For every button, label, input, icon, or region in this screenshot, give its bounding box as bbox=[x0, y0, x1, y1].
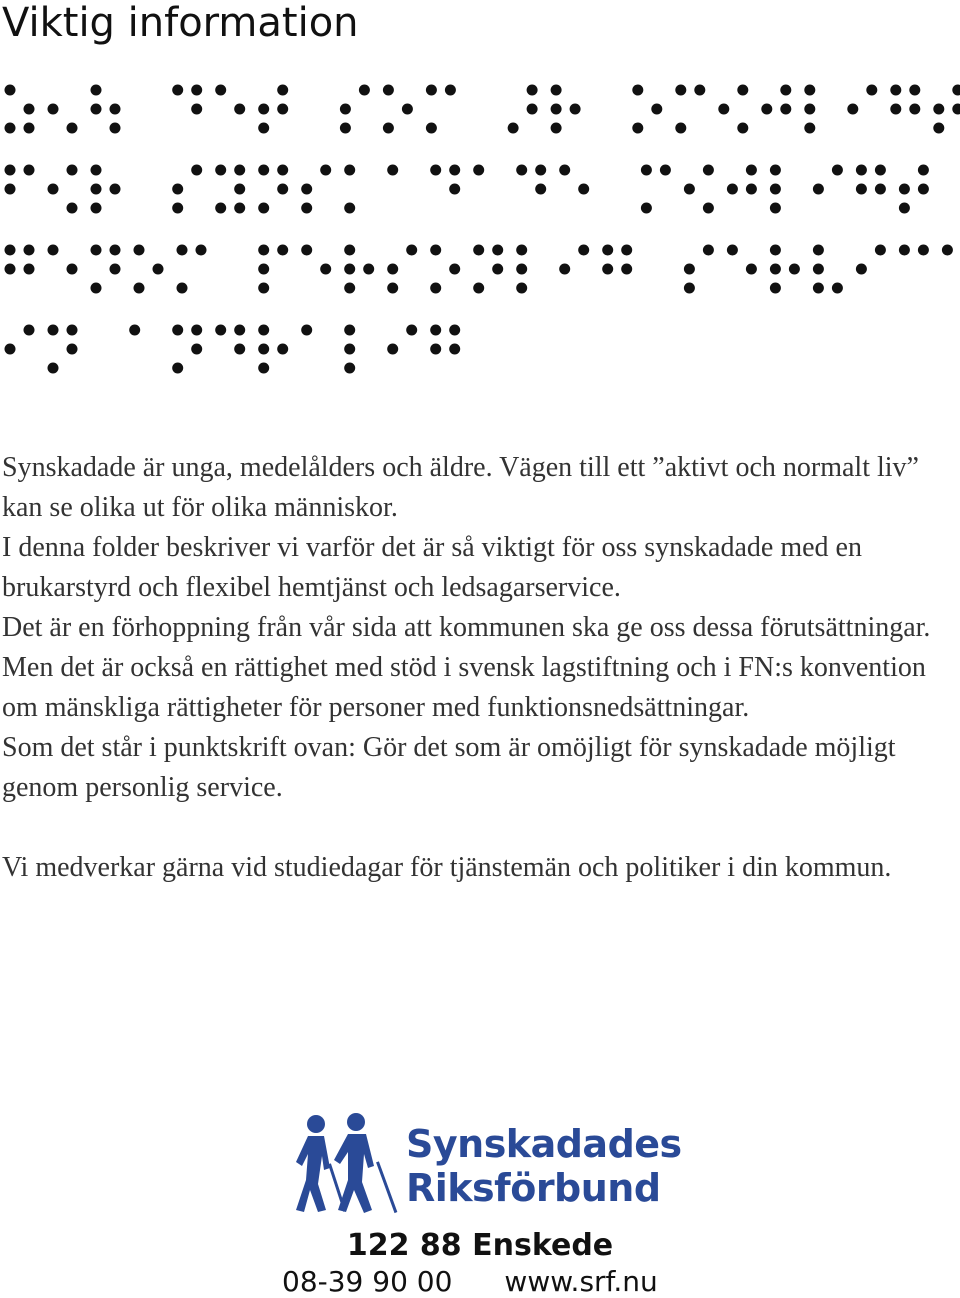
braille-dot bbox=[449, 184, 460, 195]
braille-dot bbox=[5, 165, 16, 176]
braille-dot bbox=[5, 85, 16, 96]
braille-dot bbox=[172, 184, 183, 195]
braille-dot bbox=[215, 203, 226, 214]
braille-dot bbox=[387, 283, 398, 294]
braille-dot bbox=[684, 184, 695, 195]
braille-dot bbox=[832, 165, 843, 176]
braille-dot bbox=[918, 245, 929, 256]
paragraph-braille-quote: Som det står i punktskrift ovan: Gör det som är omöjligt för synskadade möjligt genom personlig service. bbox=[2, 732, 896, 803]
braille-dot bbox=[449, 325, 460, 336]
braille-dot bbox=[770, 165, 781, 176]
braille-dot bbox=[402, 104, 413, 115]
braille-dot bbox=[134, 283, 145, 294]
braille-dot bbox=[301, 245, 312, 256]
braille-dot bbox=[215, 325, 226, 336]
braille-dot bbox=[258, 264, 269, 275]
braille-dot bbox=[535, 165, 546, 176]
braille-dot bbox=[675, 123, 686, 134]
braille-dot bbox=[387, 264, 398, 275]
braille-dot bbox=[703, 203, 714, 214]
braille-dot bbox=[430, 245, 441, 256]
braille-dot bbox=[110, 123, 121, 134]
braille-dot bbox=[320, 165, 331, 176]
braille-dot bbox=[866, 85, 877, 96]
braille-dot bbox=[890, 104, 901, 115]
braille-dot bbox=[5, 245, 16, 256]
braille-dot bbox=[344, 344, 355, 355]
braille-dot bbox=[110, 104, 121, 115]
braille-dot bbox=[363, 264, 374, 275]
braille-dot bbox=[258, 203, 269, 214]
braille-dot bbox=[344, 245, 355, 256]
braille-dot bbox=[134, 245, 145, 256]
braille-dot bbox=[24, 123, 35, 134]
braille-dot bbox=[770, 203, 781, 214]
braille-dot bbox=[492, 264, 503, 275]
braille-dot bbox=[527, 85, 538, 96]
braille-dot bbox=[780, 85, 791, 96]
braille-dot bbox=[383, 123, 394, 134]
braille-dot bbox=[641, 203, 652, 214]
logo-wordmark bbox=[406, 1122, 682, 1210]
phone-number: 08-39 90 00 bbox=[282, 1265, 453, 1298]
braille-dot bbox=[196, 245, 207, 256]
braille-dot bbox=[48, 245, 59, 256]
braille-dot bbox=[899, 203, 910, 214]
braille-dot bbox=[344, 325, 355, 336]
braille-dot bbox=[761, 104, 772, 115]
braille-dot bbox=[516, 245, 527, 256]
braille-dot bbox=[933, 104, 944, 115]
braille-dot bbox=[383, 85, 394, 96]
braille-dot bbox=[641, 165, 652, 176]
braille-dot bbox=[770, 184, 781, 195]
paragraph-intro: Synskadade är unga, medelålders och äldre. Vägen till ett ”aktivt och normalt liv” kan se olika ut för olika människor. bbox=[2, 452, 919, 523]
braille-dot bbox=[875, 184, 886, 195]
braille-dot bbox=[234, 104, 245, 115]
braille-dot bbox=[856, 165, 867, 176]
srf-logo bbox=[294, 1110, 682, 1220]
braille-dot bbox=[320, 264, 331, 275]
braille-dot bbox=[449, 344, 460, 355]
braille-dot bbox=[48, 104, 59, 115]
braille-dot bbox=[684, 283, 695, 294]
braille-dot bbox=[258, 325, 269, 336]
braille-dot bbox=[234, 165, 245, 176]
page-title: Viktig information bbox=[2, 0, 359, 46]
braille-dot bbox=[770, 245, 781, 256]
braille-dot bbox=[570, 104, 581, 115]
braille-dot bbox=[899, 245, 910, 256]
braille-dot bbox=[746, 165, 757, 176]
braille-dot bbox=[277, 165, 288, 176]
braille-dot bbox=[277, 184, 288, 195]
braille-dot bbox=[909, 104, 920, 115]
braille-dot bbox=[191, 344, 202, 355]
braille-dot bbox=[24, 165, 35, 176]
braille-dot bbox=[301, 203, 312, 214]
braille-dot bbox=[344, 363, 355, 374]
braille-dot bbox=[110, 264, 121, 275]
braille-dot bbox=[5, 123, 16, 134]
braille-dot bbox=[344, 283, 355, 294]
braille-dot bbox=[234, 184, 245, 195]
braille-dot bbox=[918, 184, 929, 195]
braille-dot bbox=[277, 245, 288, 256]
braille-dot bbox=[172, 203, 183, 214]
braille-dot bbox=[813, 184, 824, 195]
braille-dot bbox=[406, 325, 417, 336]
braille-dot bbox=[942, 245, 953, 256]
braille-dot bbox=[621, 264, 632, 275]
braille-dot bbox=[387, 344, 398, 355]
braille-dot bbox=[694, 85, 705, 96]
braille-dot bbox=[473, 245, 484, 256]
paragraph-study-days: Vi medverkar gärna vid studiedagar för tjänstemän och politiker i din kommun. bbox=[2, 852, 892, 883]
braille-dot bbox=[258, 344, 269, 355]
braille-dot bbox=[875, 245, 886, 256]
braille-dot bbox=[875, 165, 886, 176]
body-text bbox=[2, 448, 958, 888]
braille-dot bbox=[813, 245, 824, 256]
braille-dot bbox=[177, 245, 188, 256]
braille-dot bbox=[737, 85, 748, 96]
braille-dot bbox=[770, 264, 781, 275]
braille-dot bbox=[91, 283, 102, 294]
braille-dot bbox=[67, 203, 78, 214]
braille-dot bbox=[559, 264, 570, 275]
braille-dot bbox=[344, 264, 355, 275]
braille-dot bbox=[129, 325, 140, 336]
braille-dot bbox=[551, 104, 562, 115]
braille-dot bbox=[340, 104, 351, 115]
braille-dot bbox=[67, 123, 78, 134]
braille-dot bbox=[890, 85, 901, 96]
braille-dot bbox=[770, 283, 781, 294]
braille-dot bbox=[551, 123, 562, 134]
braille-dot bbox=[430, 283, 441, 294]
braille-dot bbox=[727, 245, 738, 256]
braille-dot bbox=[67, 165, 78, 176]
braille-dot bbox=[933, 123, 944, 134]
braille-dot bbox=[172, 85, 183, 96]
braille-dot bbox=[675, 85, 686, 96]
braille-dot bbox=[191, 325, 202, 336]
braille-dot bbox=[804, 104, 815, 115]
braille-dot bbox=[258, 165, 269, 176]
braille-dot bbox=[191, 85, 202, 96]
braille-dot bbox=[718, 104, 729, 115]
braille-dot bbox=[535, 184, 546, 195]
braille-dot bbox=[258, 123, 269, 134]
braille-dot bbox=[746, 264, 757, 275]
braille-dot bbox=[24, 264, 35, 275]
braille-dot bbox=[804, 85, 815, 96]
braille-dot bbox=[344, 165, 355, 176]
braille-dot bbox=[918, 165, 929, 176]
logo-line-2: Riksförbund bbox=[406, 1166, 661, 1210]
braille-dot bbox=[5, 344, 16, 355]
braille-dot bbox=[909, 85, 920, 96]
braille-dot bbox=[24, 325, 35, 336]
braille-dot bbox=[449, 264, 460, 275]
braille-dot bbox=[621, 245, 632, 256]
braille-dot bbox=[110, 184, 121, 195]
braille-dot bbox=[856, 264, 867, 275]
braille-dot bbox=[899, 184, 910, 195]
braille-dot bbox=[847, 104, 858, 115]
braille-dot bbox=[258, 283, 269, 294]
braille-dot bbox=[24, 104, 35, 115]
braille-dot bbox=[359, 85, 370, 96]
braille-dot bbox=[258, 104, 269, 115]
braille-dot bbox=[426, 85, 437, 96]
braille-dot bbox=[277, 104, 288, 115]
braille-dot bbox=[632, 85, 643, 96]
braille-dot bbox=[780, 104, 791, 115]
braille-dot bbox=[91, 104, 102, 115]
braille-dot bbox=[746, 184, 757, 195]
braille-dot bbox=[449, 165, 460, 176]
braille-dot bbox=[527, 104, 538, 115]
braille-dot bbox=[258, 363, 269, 374]
braille-dot bbox=[5, 184, 16, 195]
braille-dot bbox=[234, 344, 245, 355]
braille-dot bbox=[340, 123, 351, 134]
braille-dot bbox=[727, 184, 738, 195]
braille-dot bbox=[516, 264, 527, 275]
braille-dot bbox=[91, 85, 102, 96]
braille-dot bbox=[91, 184, 102, 195]
braille-dot bbox=[832, 283, 843, 294]
braille-dot bbox=[48, 363, 59, 374]
braille-dot bbox=[473, 165, 484, 176]
walking-figures-with-cane-icon bbox=[294, 1110, 404, 1220]
braille-dot bbox=[952, 104, 960, 115]
braille-dot bbox=[492, 245, 503, 256]
braille-dot bbox=[473, 283, 484, 294]
braille-dot bbox=[430, 325, 441, 336]
braille-dot bbox=[952, 85, 960, 96]
braille-dot bbox=[684, 264, 695, 275]
braille-dot bbox=[67, 325, 78, 336]
braille-dot bbox=[67, 344, 78, 355]
braille-dot bbox=[91, 245, 102, 256]
braille-dot bbox=[172, 363, 183, 374]
braille-text bbox=[0, 60, 960, 380]
braille-dot bbox=[804, 123, 815, 134]
braille-dot bbox=[578, 184, 589, 195]
braille-dot bbox=[406, 245, 417, 256]
contact-line bbox=[282, 1266, 658, 1298]
braille-dot bbox=[856, 184, 867, 195]
braille-dot bbox=[177, 283, 188, 294]
braille-dot bbox=[172, 325, 183, 336]
braille-dot bbox=[516, 165, 527, 176]
braille-dot bbox=[632, 123, 643, 134]
braille-dot bbox=[789, 264, 800, 275]
braille-dot bbox=[703, 245, 714, 256]
postal-address: 122 88 Enskede bbox=[346, 1228, 614, 1263]
braille-dot bbox=[660, 165, 671, 176]
braille-dot bbox=[737, 123, 748, 134]
braille-dot bbox=[551, 85, 562, 96]
braille-dot bbox=[508, 123, 519, 134]
braille-dot bbox=[234, 325, 245, 336]
logo-line-1: Synskadades bbox=[406, 1122, 682, 1166]
braille-dot bbox=[703, 165, 714, 176]
braille-dot bbox=[277, 344, 288, 355]
website-link[interactable]: www.srf.nu bbox=[504, 1265, 658, 1298]
braille-dot bbox=[301, 184, 312, 195]
braille-dot bbox=[5, 264, 16, 275]
braille-dot bbox=[430, 165, 441, 176]
braille-dot bbox=[258, 245, 269, 256]
braille-dot bbox=[301, 325, 312, 336]
braille-dot bbox=[277, 85, 288, 96]
braille-dot bbox=[215, 85, 226, 96]
braille-dot bbox=[191, 104, 202, 115]
braille-dot bbox=[445, 85, 456, 96]
braille-dot bbox=[651, 104, 662, 115]
paragraph-folder: I denna folder beskriver vi varför det är så viktigt för oss synskadade med en brukarstyrd och flexibel hemtjänst och ledsagarservice. bbox=[2, 532, 862, 603]
paragraph-spacer bbox=[2, 808, 958, 848]
braille-dot bbox=[91, 203, 102, 214]
braille-dot bbox=[430, 344, 441, 355]
braille-dot bbox=[48, 184, 59, 195]
braille-dot bbox=[426, 123, 437, 134]
braille-dot bbox=[602, 264, 613, 275]
braille-dot bbox=[191, 165, 202, 176]
braille-dot bbox=[578, 245, 589, 256]
braille-dot bbox=[48, 325, 59, 336]
braille-dot bbox=[344, 203, 355, 214]
braille-dot bbox=[91, 165, 102, 176]
braille-dot bbox=[110, 245, 121, 256]
braille-dot bbox=[387, 165, 398, 176]
braille-dot bbox=[516, 283, 527, 294]
braille-dot bbox=[215, 165, 226, 176]
braille-dot bbox=[813, 283, 824, 294]
braille-dot bbox=[602, 245, 613, 256]
paragraph-rights: Det är en förhoppning från vår sida att kommunen ska ge oss dessa förutsättningar. Men det är också en rättighet med stöd i svensk lagstiftning och i FN:s konvention om mänskliga rättigheter för personer med funktionsnedsättningar. bbox=[2, 612, 931, 723]
braille-dot bbox=[24, 245, 35, 256]
braille-dot bbox=[67, 264, 78, 275]
braille-dot bbox=[153, 264, 164, 275]
braille-dot bbox=[559, 165, 570, 176]
braille-dot bbox=[234, 203, 245, 214]
braille-dot bbox=[813, 264, 824, 275]
